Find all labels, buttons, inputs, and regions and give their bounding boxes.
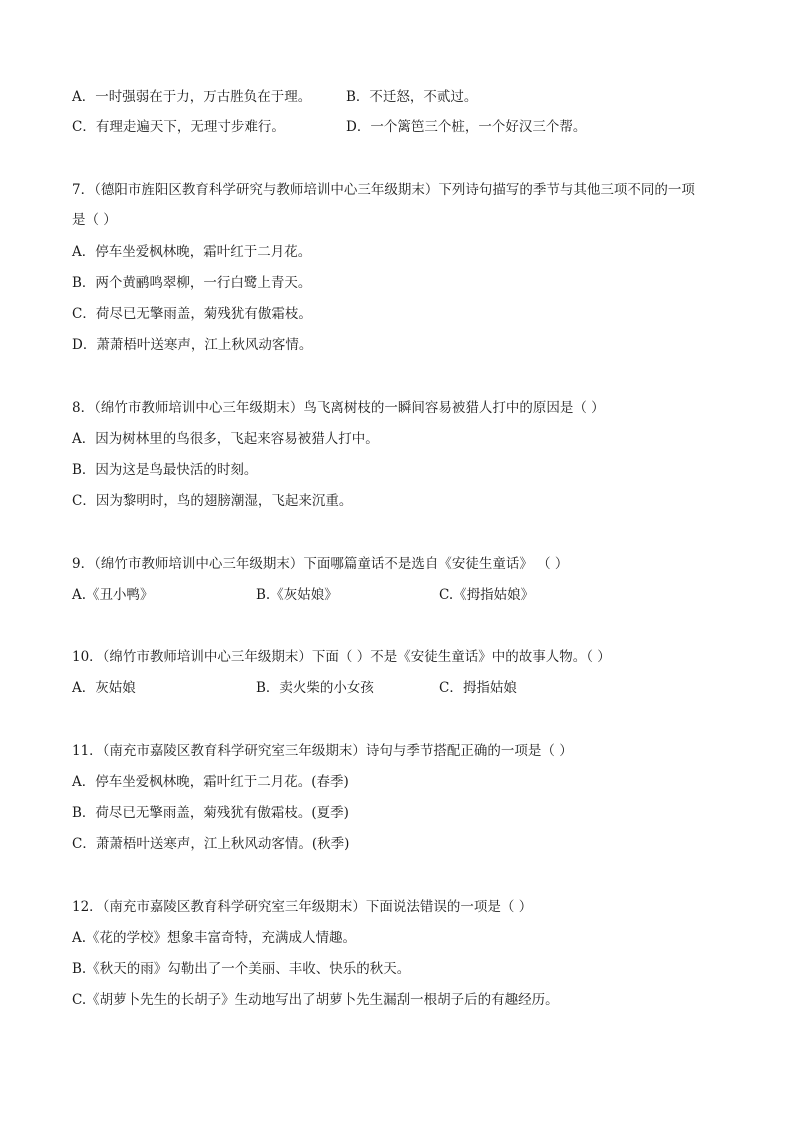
option-b[interactable]: B.《秋天的雨》勾勒出了一个美丽、丰收、快乐的秋天。	[72, 961, 411, 977]
option-c[interactable]: C．有理走遍天下，无理寸步难行。	[72, 119, 285, 135]
question-stem-continued: 是（ ）	[72, 212, 117, 228]
option-a[interactable]: A．一时强弱在于力，万古胜负在于理。	[72, 89, 312, 105]
question-stem: 12．（南充市嘉陵区教育科学研究室三年级期末）下面说法错误的一项是（ ）	[72, 899, 533, 915]
option-b[interactable]: B．荷尽已无擎雨盖，菊残犹有傲霜枝。(夏季)	[72, 805, 349, 821]
option-c[interactable]: C．拇指姑娘	[439, 680, 517, 696]
option-b[interactable]: B．两个黄鹂鸣翠柳，一行白鹭上青天。	[72, 275, 312, 291]
option-b[interactable]: B.《灰姑娘》	[256, 587, 338, 603]
option-c[interactable]: C．因为黎明时，鸟的翅膀潮湿，飞起来沉重。	[72, 493, 353, 509]
option-b[interactable]: B．卖火柴的小女孩	[256, 680, 374, 696]
option-a[interactable]: A.《花的学校》想象丰富奇特，充满成人情趣。	[72, 930, 357, 946]
option-a[interactable]: A．灰姑娘	[72, 680, 136, 696]
question-stem: 9．（绵竹市教师培训中心三年级期末）下面哪篇童话不是选自《安徒生童话》 （ ）	[72, 556, 569, 572]
question-stem: 8．（绵竹市教师培训中心三年级期末）鸟飞离树枝的一瞬间容易被猎人打中的原因是（ ）	[72, 400, 605, 416]
option-d[interactable]: D．萧萧梧叶送寒声，江上秋风动客情。	[72, 337, 313, 353]
option-a[interactable]: A.《丑小鸭》	[72, 587, 154, 603]
question-stem: 7．（德阳市旌阳区教育科学研究与教师培训中心三年级期末）下列诗句描写的季节与其他三项不同的一项	[72, 182, 695, 198]
option-b[interactable]: B．因为这是鸟最快活的时刻。	[72, 462, 258, 478]
option-d[interactable]: D．一个篱笆三个桩，一个好汉三个帮。	[346, 119, 587, 135]
option-c[interactable]: C.《拇指姑娘》	[439, 587, 535, 603]
option-a[interactable]: A．停车坐爱枫林晚，霜叶红于二月花。	[72, 244, 312, 260]
option-b[interactable]: B．不迁怒，不贰过。	[346, 89, 478, 105]
option-a[interactable]: A．停车坐爱枫林晚，霜叶红于二月花。(春季)	[72, 774, 349, 790]
option-c[interactable]: C.《胡萝卜先生的长胡子》生动地写出了胡萝卜先生漏刮一根胡子后的有趣经历。	[72, 992, 559, 1008]
question-stem: 11．（南充市嘉陵区教育科学研究室三年级期末）诗句与季节搭配正确的一项是（ ）	[72, 743, 573, 759]
option-c[interactable]: C．萧萧梧叶送寒声，江上秋风动客情。(秋季)	[72, 836, 350, 852]
option-a[interactable]: A．因为树林里的鸟很多，飞起来容易被猎人打中。	[72, 431, 379, 447]
question-stem: 10．（绵竹市教师培训中心三年级期末）下面（ ）不是《安徒生童话》中的故事人物。（ ）	[72, 649, 611, 665]
option-c[interactable]: C．荷尽已无擎雨盖，菊残犹有傲霜枝。	[72, 306, 312, 322]
